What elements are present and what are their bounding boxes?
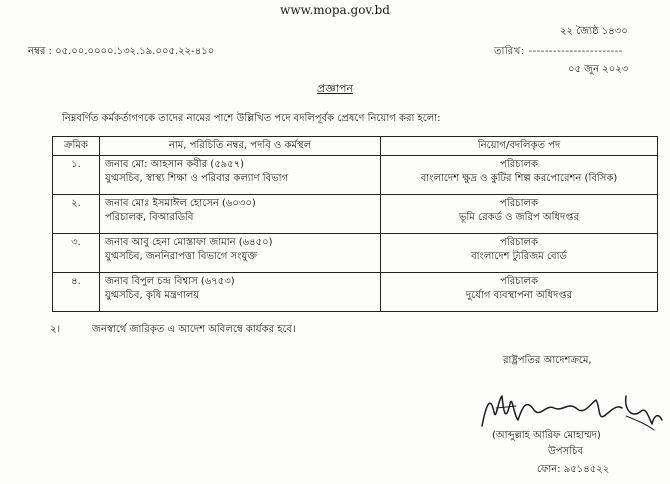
officer-name: জনাব মোঃ ইসমাঈল হোসেন (৬০৩০) <box>105 198 256 209</box>
officer-name: জনাব আবু হেনা মোস্তাফা জামান (৬৪৫০) <box>105 237 273 248</box>
assigned-organization: ভূমি রেকর্ড ও জরিপ অধিদপ্তর <box>458 212 580 223</box>
date-bangla: ২২ জ্যৈষ্ঠ ১৪৩০ <box>560 26 628 37</box>
row-officer <box>100 273 381 312</box>
designation: উপসচিব <box>548 446 584 457</box>
table-row <box>53 195 658 234</box>
table-row <box>53 156 658 195</box>
assigned-post: পরিচালক <box>500 159 538 170</box>
website-url: www.mopa.gov.bd <box>280 3 390 17</box>
table-header-row <box>53 137 658 156</box>
intro-text: নিম্নবর্ণিত কর্মকর্তাগণকে তাদের নামের পাশে উল্লিখিত পদে বদলিপূর্বক প্রেষণে নিয়োগ করা হলো: <box>62 113 441 124</box>
assigned-organization: বাংলাদেশ ক্ষুদ্র ও কুটির শিল্প করপোরেশন (বিসিক) <box>420 173 618 184</box>
assigned-post: পরিচালক <box>500 237 538 248</box>
officer-name: জনাব মো: আহসান কবীর (৫৯৫৭) <box>105 159 245 170</box>
row-officer <box>100 195 381 234</box>
row-assignment <box>381 156 658 195</box>
officer-name: জনাব বিপুল চন্দ্র বিশ্বাস (৬৭৫৩) <box>105 276 235 287</box>
transfer-table <box>52 136 658 312</box>
officer-current-post: যুগ্মসচিব, স্বাস্থ্য শিক্ষা ও পরিবার কল্যাণ বিভাগ <box>105 173 289 184</box>
row-assignment <box>381 195 658 234</box>
memo-number: নম্বর : ০৫.০০.০০০০.১৩২.১৯.০০৫.২২-৪১০ <box>28 46 215 57</box>
row-officer <box>100 156 381 195</box>
clause-text: জনস্বার্থে জারিকৃত এ আদেশ অবিলম্বে কার্যকর হবে। <box>92 324 296 335</box>
row-serial: ২. <box>53 195 100 234</box>
header-serial: ক্রমিক <box>53 137 100 156</box>
phone-number: ফোন: ৯৫১৪৫২২ <box>537 464 610 475</box>
row-officer <box>100 234 381 273</box>
clause-number: ২। <box>50 324 61 335</box>
assigned-organization: বাংলাদেশ ট্যুরিজম বোর্ড <box>471 251 567 262</box>
header-post: নিয়োগ/বদলিকৃত পদ <box>381 137 658 156</box>
row-serial: ৪. <box>53 273 100 312</box>
row-assignment <box>381 273 658 312</box>
officer-current-post: পরিচালক, বিআরডিবি <box>105 212 194 223</box>
header-name: নাম, পরিচিতি নম্বর, পদবি ও কর্মস্থল <box>100 137 381 156</box>
row-assignment <box>381 234 658 273</box>
date-english: ০৫ জুন ২০২৩ <box>568 64 629 75</box>
order-line: রাষ্ট্রপতির আদেশক্রমে, <box>503 355 592 366</box>
table-row <box>53 234 658 273</box>
notice-title: প্রজ্ঞাপন <box>317 82 353 95</box>
table-row <box>53 273 658 312</box>
assigned-organization: দুর্যোগ ব্যবস্থাপনা অধিদপ্তর <box>465 290 573 301</box>
row-serial: ১. <box>53 156 100 195</box>
date-label: তারিখ: ----------------------- <box>494 46 623 57</box>
assigned-post: পরিচালক <box>500 198 538 209</box>
assigned-post: পরিচালক <box>500 276 538 287</box>
signatory-name: (আব্দুল্লাহ আরিফ মোহাম্মদ) <box>492 430 601 441</box>
officer-current-post: যুগ্মসচিব, জননিরাপত্তা বিভাগে সংযুক্ত <box>105 251 257 262</box>
row-serial: ৩. <box>53 234 100 273</box>
officer-current-post: যুগ্মসচিব, কৃষি মন্ত্রণালয় <box>105 290 200 301</box>
